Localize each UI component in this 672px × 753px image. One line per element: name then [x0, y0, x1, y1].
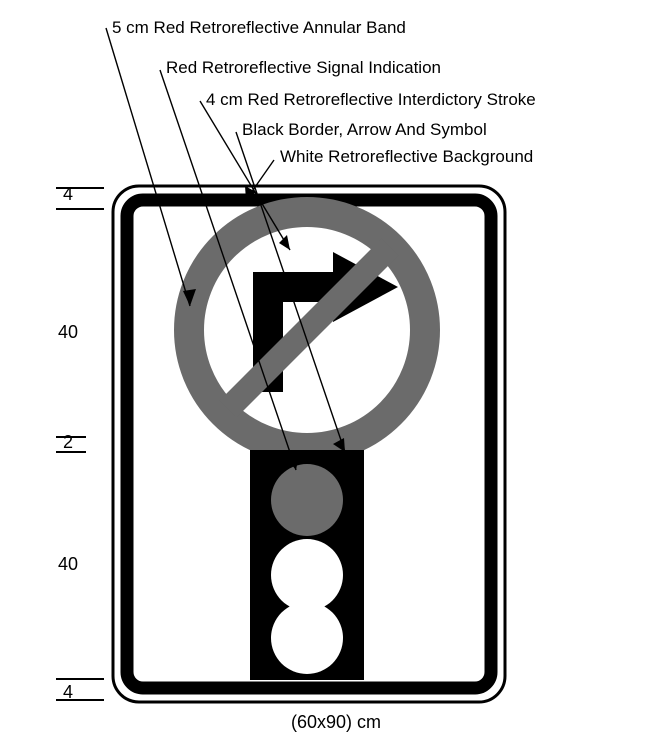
callout-label-signal-indication: Red Retroreflective Signal Indication	[166, 58, 441, 77]
signal-housing	[250, 450, 364, 680]
callout-label-annular-band: 5 cm Red Retroreflective Annular Band	[112, 18, 406, 37]
callout-label-interdictory-stroke: 4 cm Red Retroreflective Interdictory Stroke	[206, 90, 536, 109]
dimension-middle-gap: 2	[62, 432, 73, 452]
green-signal-lens	[271, 602, 343, 674]
dimension-bottom-border: 4	[62, 682, 73, 702]
red-signal-indication	[271, 464, 343, 536]
dimension-top-border: 4	[62, 184, 73, 204]
signal-symbol	[250, 450, 364, 680]
callout-label-black-border: Black Border, Arrow And Symbol	[242, 120, 487, 139]
red-annular-band	[189, 212, 425, 448]
red-interdictory-stroke	[228, 247, 390, 409]
dimension-upper-panel: 40	[57, 322, 79, 342]
white-retroreflective-background	[113, 186, 505, 702]
right-turn-arrow	[253, 252, 398, 392]
dimension-lower-panel: 40	[57, 554, 79, 574]
sign-plate	[113, 186, 505, 702]
amber-signal-lens	[271, 539, 343, 611]
prohibition-symbol	[189, 212, 425, 448]
callout-label-white-background: White Retroreflective Background	[280, 147, 534, 166]
black-border	[127, 200, 491, 688]
diagram-caption: (60x90) cm	[290, 712, 382, 732]
